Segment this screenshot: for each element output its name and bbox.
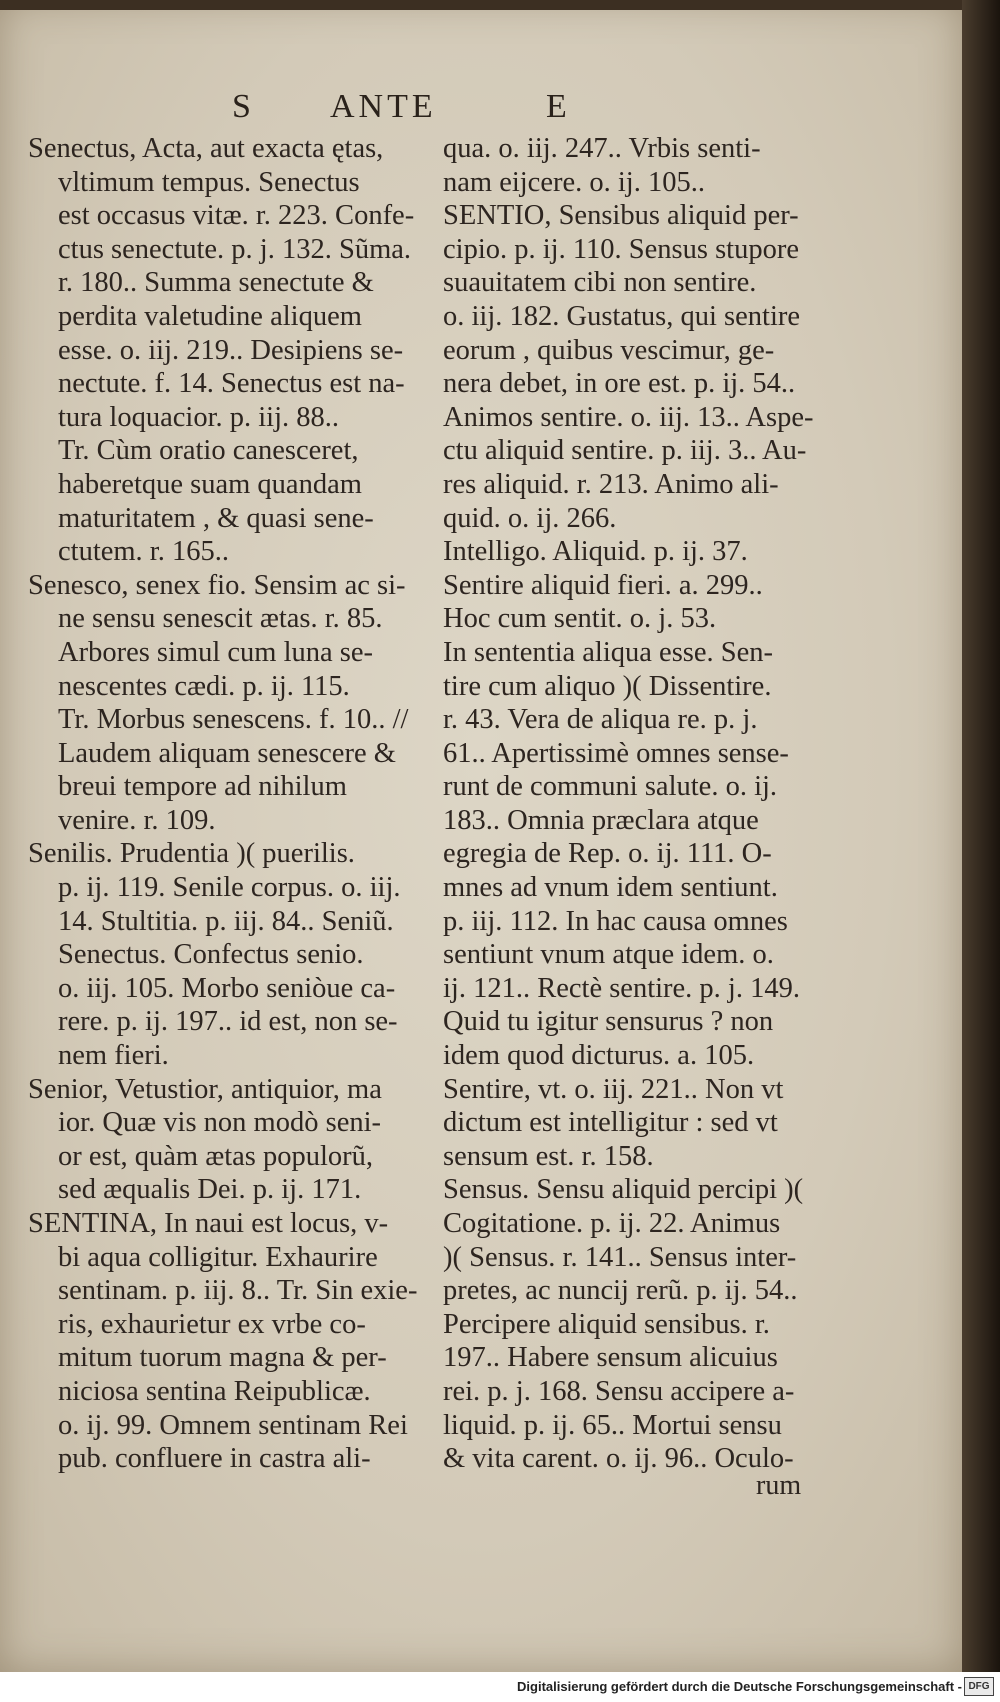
text-line: dictum est intelligitur : sed vt: [443, 1107, 778, 1139]
text-line: est occasus vitæ. r. 223. Confe-: [58, 200, 415, 232]
catchword: rum: [756, 1470, 802, 1501]
text-line: SENTINA, In naui est locus, v-: [28, 1208, 389, 1239]
text-line: Laudem aliquam senescere &: [58, 737, 396, 769]
text-line: liquid. p. ij. 65.. Mortui sensu: [443, 1409, 782, 1441]
header-title: ANTE: [330, 88, 437, 125]
text-line: p. ij. 119. Senile corpus. o. iij.: [58, 872, 401, 904]
text-line: 14. Stultitia. p. iij. 84.. Seniũ.: [58, 905, 394, 937]
text-line: Hoc cum sentit. o. j. 53.: [443, 603, 717, 635]
text-line: & vita carent. o. ij. 96.. Oculo-: [443, 1443, 794, 1475]
text-line: perdita valetudine aliquem: [58, 300, 362, 332]
text-line: nera debet, in ore est. p. ij. 54..: [443, 368, 796, 400]
text-line: nescentes cædi. p. ij. 115.: [58, 670, 350, 702]
text-line: 61.. Apertissimè omnes sense-: [443, 737, 789, 769]
text-line: res aliquid. r. 213. Animo ali-: [443, 468, 779, 500]
text-line: idem quod dicturus. a. 105.: [443, 1040, 755, 1072]
text-line: egregia de Rep. o. ij. 111. O-: [443, 838, 772, 870]
text-line: quid. o. ij. 266.: [443, 502, 617, 534]
text-line: ris, exhaurietur ex vrbe co-: [58, 1308, 366, 1340]
text-line: Senilis. Prudentia )( puerilis.: [28, 838, 355, 870]
text-line: Sentire, vt. o. iij. 221.. Non vt: [443, 1073, 784, 1105]
text-line: eorum , quibus vescimur, ge-: [443, 334, 775, 366]
text-line: 197.. Habere sensum alicuius: [443, 1342, 778, 1374]
footer-bar: [0, 1672, 1000, 1702]
text-line: 183.. Omnia præclara atque: [443, 804, 759, 836]
text-line: vltimum tempus. Senectus: [58, 166, 360, 198]
text-line: Tr. Cùm oratio canesceret,: [58, 435, 359, 467]
text-line: mnes ad vnum idem sentiunt.: [443, 872, 778, 904]
text-line: breui tempore ad nihilum: [58, 771, 347, 803]
text-line: rere. p. ij. 197.. id est, non se-: [58, 1006, 398, 1038]
text-line: Intelligo. Aliquid. p. ij. 37.: [443, 536, 748, 568]
text-line: Senesco, senex fio. Sensim ac si-: [28, 569, 406, 601]
text-line: suauitatem cibi non sentire.: [443, 267, 757, 299]
text-line: Senior, Vetustior, antiquior, ma: [28, 1073, 382, 1105]
page-top-edge: [0, 0, 962, 10]
text-line: rei. p. j. 168. Sensu accipere a-: [443, 1375, 795, 1407]
book-edge: [962, 0, 1000, 1672]
text-line: Percipere aliquid sensibus. r.: [443, 1308, 770, 1340]
text-line: ctu aliquid sentire. p. iij. 3.. Au-: [443, 435, 807, 467]
text-line: bi aqua colligitur. Exhaurire: [58, 1241, 378, 1273]
text-line: In sententia aliqua esse. Sen-: [443, 636, 774, 668]
text-line: Animos sentire. o. iij. 13.. Aspe-: [443, 401, 814, 433]
text-line: Arbores simul cum luna se-: [58, 636, 374, 668]
text-line: Senectus, Acta, aut exacta ętas,: [28, 133, 384, 164]
dfg-logo: DFG: [964, 1677, 994, 1696]
text-line: tire cum aliquo )( Dissentire.: [443, 670, 772, 702]
text-line: nam eijcere. o. ij. 105..: [443, 166, 705, 198]
text-line: o. iij. 105. Morbo seniòue ca-: [58, 972, 396, 1004]
text-line: r. 180.. Summa senectute &: [58, 267, 374, 299]
text-line: p. iij. 112. In hac causa omnes: [443, 905, 788, 937]
text-line: sentinam. p. iij. 8.. Tr. Sin exie-: [58, 1275, 418, 1307]
text-line: pub. confluere in castra ali-: [58, 1443, 371, 1475]
running-header: [0, 88, 962, 134]
right-column: [443, 132, 883, 1476]
text-line: o. iij. 182. Gustatus, qui sentire: [443, 300, 801, 332]
text-line: sentiunt vnum atque idem. o.: [443, 939, 774, 971]
header-left-letter: S: [232, 88, 255, 125]
text-line: sed æqualis Dei. p. ij. 171.: [58, 1174, 362, 1206]
left-column: [28, 132, 448, 1476]
text-line: nectute. f. 14. Senectus est na-: [58, 368, 405, 400]
text-line: runt de communi salute. o. ij.: [443, 771, 778, 803]
text-line: ctutem. r. 165..: [58, 536, 229, 568]
text-line: Senectus. Confectus senio.: [58, 939, 364, 971]
text-line: Tr. Morbus senescens. f. 10.. //: [58, 704, 409, 736]
header-right-letter: E: [546, 88, 571, 125]
text-line: SENTIO, Sensibus aliquid per-: [443, 200, 799, 232]
text-line: ctus senectute. p. j. 132. Sũma.: [58, 233, 412, 265]
text-line: ior. Quæ vis non modò seni-: [58, 1107, 382, 1139]
text-line: cipio. p. ij. 110. Sensus stupore: [443, 233, 799, 265]
text-line: venire. r. 109.: [58, 804, 216, 836]
text-line: ij. 121.. Rectè sentire. p. j. 149.: [443, 972, 800, 1004]
text-line: niciosa sentina Reipublicæ.: [58, 1375, 371, 1407]
text-line: or est, quàm ætas populorũ,: [58, 1140, 374, 1172]
footer-credit: Digitalisierung gefördert durch die Deutsche Forschungsgemeinschaft -: [517, 1679, 962, 1694]
text-line: Cogitatione. p. ij. 22. Animus: [443, 1208, 781, 1239]
text-line: ne sensu senescit ætas. r. 85.: [58, 603, 383, 635]
text-line: o. ij. 99. Omnem sentinam Rei: [58, 1409, 408, 1441]
text-line: Sentire aliquid fieri. a. 299..: [443, 569, 763, 601]
text-line: qua. o. iij. 247.. Vrbis senti-: [443, 133, 761, 164]
text-line: tura loquacior. p. iij. 88..: [58, 401, 339, 433]
text-line: pretes, ac nuncij rerũ. p. ij. 54..: [443, 1275, 798, 1307]
text-line: r. 43. Vera de aliqua re. p. j.: [443, 704, 758, 736]
text-line: haberetque suam quandam: [58, 468, 362, 500]
text-line: nem fieri.: [58, 1040, 169, 1072]
text-line: sensum est. r. 158.: [443, 1140, 654, 1172]
text-line: maturitatem , & quasi sene-: [58, 502, 374, 534]
text-line: Quid tu igitur sensurus ? non: [443, 1006, 774, 1038]
text-line: mitum tuorum magna & per-: [58, 1342, 387, 1374]
text-line: )( Sensus. r. 141.. Sensus inter-: [443, 1241, 797, 1273]
text-line: Sensus. Sensu aliquid percipi )(: [443, 1174, 804, 1206]
text-line: esse. o. iij. 219.. Desipiens se-: [58, 334, 404, 366]
